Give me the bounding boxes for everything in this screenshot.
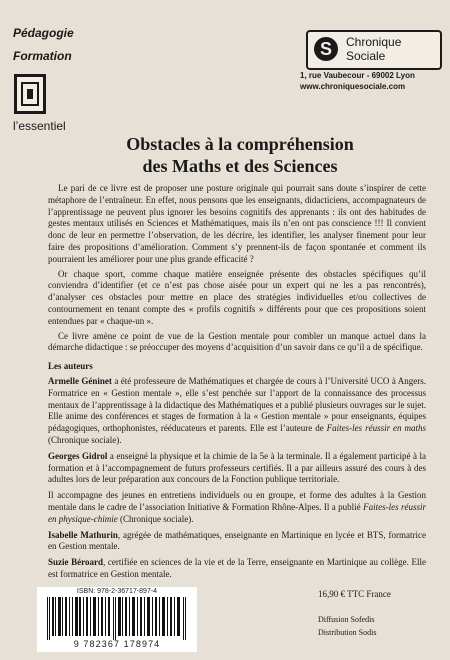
publisher-address — [300, 70, 450, 92]
isbn-label: ISBN: 978-2-36717-897-4 — [76, 588, 158, 595]
author-bio — [48, 530, 426, 554]
series-logo-icon — [14, 74, 46, 114]
author-bio — [48, 451, 426, 486]
author-description: a enseigné la physique et la chimie de la 5e à la terminale. Il a également participé à la formation et à l’accompagnement de futurs professeurs certifiés. Il a par ailleurs assuré des cours à des adultes lors de leur préparation aux concours de la Fonction publique territoriale. — [48, 450, 427, 485]
authors-heading: Les auteurs — [48, 361, 93, 372]
series-logo-core — [27, 89, 33, 99]
publisher-reference: (Chronique sociale). — [48, 434, 122, 445]
distribution-label: Distribution Sodis — [318, 628, 377, 637]
author-name: Georges Gidrol — [48, 450, 108, 461]
publisher-name: Chronique Sociale — [346, 35, 402, 63]
series-name: l’essentiel — [13, 119, 66, 133]
author-description: Il accompagne des jeunes en entretiens individuels ou en groupe, et forme des adultes à la Gestion mentale dans le cadre de l’association Initiative & Formation Rhône-Alpes. Il a publié — [48, 490, 426, 512]
description-paragraph: Le pari de ce livre est de proposer une posture originale qui pourrait sans doute s’inspirer de cette métaphore de l’entraîneur. En effet, nous pensons que les enseignants, didacticiens, accompagnateurs de l’apprentissage ne peuvent plus ignorer les besoins cognitifs des apprenants : ils ont des habitudes de gestes mentaux utilisés en Sciences et Mathématiques, mais ils n’en ont pas conscience !!! Il convient donc de leur en permettre l’observation, de les décrire, les identifier, les analyser finement pour leur faire des propositions d’amélioration. Comment s’y prennent-ils de façon spontanée et comment ils pourraient les améliorer pour une plus grande efficacité ? — [48, 183, 426, 264]
barcode-graphic — [47, 597, 187, 640]
barcode-area — [37, 587, 197, 652]
author-name: Armelle Géninet — [48, 375, 112, 386]
chronique-sociale-logo-icon: S — [314, 37, 338, 61]
publisher-logo — [306, 30, 442, 70]
book-title-line-1: Obstacles à la compréhension — [126, 134, 354, 154]
collection-label — [13, 22, 74, 68]
book-title — [60, 133, 420, 177]
author-bio — [48, 557, 426, 581]
author-bio-continuation — [48, 490, 426, 525]
description-paragraph: Ce livre amène ce point de vue de la Gestion mentale pour combler un manque actuel dans la démarche didactique : se préoccuper des moyens d’acquisition d’un savoir dans ce qu’il a de spécifique. — [48, 330, 426, 353]
diffusion-label: Diffusion Sofedis — [318, 615, 375, 624]
price: 16,90 € TTC France — [318, 589, 391, 599]
distribution-info — [318, 613, 376, 639]
author-bio — [48, 376, 426, 447]
author-description: , certifiée en sciences de la vie et de la Terre, enseignante en Martinique au collège. Elle est formatrice en Gestion mentale. — [48, 557, 426, 579]
collection-line-formation: Formation — [13, 49, 72, 63]
author-name: Suzie Béroard — [48, 557, 103, 568]
book-reference: Faites-les réussir en maths — [326, 423, 426, 434]
author-name: Isabelle Mathurin — [48, 529, 118, 540]
publisher-website: www.chroniquesociale.com — [300, 82, 406, 91]
publisher-reference: (Chronique sociale). — [117, 513, 194, 524]
description-paragraph: Or chaque sport, comme chaque matière enseignée présente des obstacles spécifiques qu’il conviendra d’identifier (et ce n’est pas chose aisée pour un expert qui ne les a pas rencontrés), d’analyser ces obstacles pour mettre en place des stratégies individuelles et/ou collectives de contournement en tenant compte des « profils cognitifs » différents pour que ces propositions soient entendues par « chaque-un ». — [48, 268, 426, 326]
series-logo-inner-square — [21, 82, 39, 106]
barcode-number: 9 782367 178974 — [73, 639, 161, 649]
book-description — [48, 183, 426, 585]
collection-line-pedagogie: Pédagogie — [13, 26, 74, 40]
author-description: a été professeure de Mathématiques et chargée de cours à l’Université UCO à Angers. Formatrice en « Gestion mentale », elle s’est penchée sur l’apport de la connaissance des processus mentaux de l’apprentissage à la didactique des Mathématiques et a publié plusieurs ouvrages sur le sujet. Elle anime des conférences et stages de formation à la « Gestion mentale » pour enseignants, équipes pédagogiques, orthophonistes, rééducateurs et parents. Elle est l’auteure de — [48, 375, 426, 434]
publisher-street-address: 1, rue Vaubecour - 69002 Lyon — [300, 71, 415, 80]
book-title-line-2: des Maths et des Sciences — [142, 156, 338, 176]
author-description: , agrégée de mathématiques, enseignante en Martinique en lycée et BTS, formatrice en Gestion mentale. — [48, 529, 426, 552]
book-reference: Faites-les réussir en physique-chimie — [48, 501, 426, 524]
